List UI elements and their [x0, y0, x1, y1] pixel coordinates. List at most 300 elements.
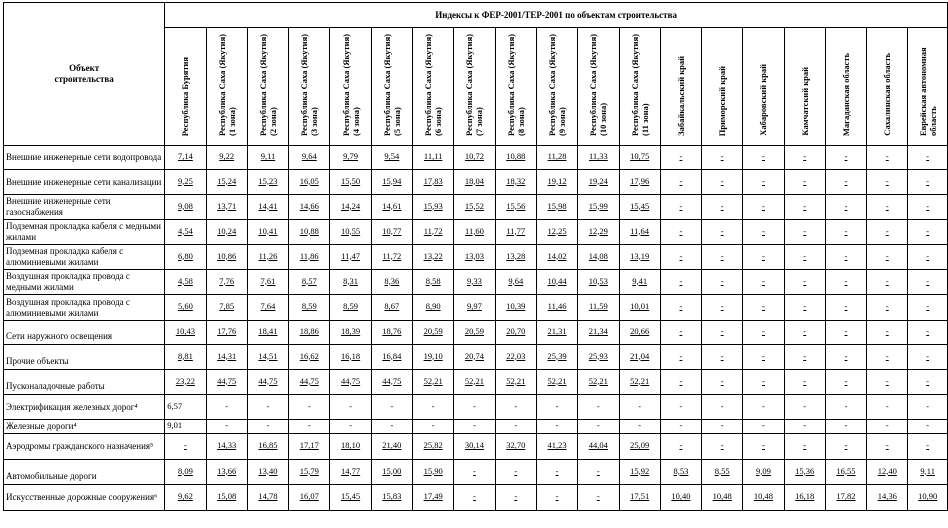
index-cell	[619, 485, 660, 511]
table-row	[4, 434, 948, 460]
index-cell	[330, 170, 371, 195]
index-value: 4,54	[177, 225, 193, 236]
index-value: 44,04	[588, 440, 608, 450]
index-cell	[743, 245, 784, 270]
index-cell	[247, 395, 288, 420]
index-cell	[660, 370, 701, 395]
index-value: 7,76	[219, 275, 235, 286]
index-value: 11,47	[341, 250, 360, 261]
index-value: 17,96	[630, 175, 650, 186]
index-value: 15,36	[795, 465, 815, 476]
index-cell	[660, 345, 701, 370]
row-object-name: Внешние инженерные сети газоснабжения	[4, 195, 165, 220]
index-value: -	[473, 400, 476, 411]
index-cell	[330, 146, 371, 170]
index-cell	[784, 395, 825, 420]
index-value: 13,22	[423, 250, 443, 261]
index-value: 11,59	[588, 301, 608, 311]
row-object-name: Автомобильные дороги	[4, 460, 165, 485]
index-cell	[702, 434, 743, 460]
index-cell	[908, 220, 948, 245]
index-cell	[660, 395, 701, 420]
index-cell	[247, 321, 288, 345]
index-value: -	[926, 440, 930, 450]
region-header	[165, 28, 206, 146]
index-value: -	[926, 250, 930, 261]
index-cell	[743, 420, 784, 434]
region-header	[784, 28, 825, 146]
index-value: 10,53	[588, 275, 608, 286]
index-value: -	[762, 350, 765, 361]
index-cell	[702, 195, 743, 220]
index-value: -	[803, 326, 807, 336]
index-value: 14,51	[258, 350, 278, 361]
index-cell	[825, 420, 866, 434]
index-cell	[702, 485, 743, 511]
index-cell	[413, 270, 454, 295]
index-value: 16,18	[341, 350, 361, 361]
index-value: 14,61	[382, 200, 402, 211]
region-header-label: Республика Саха (Якутия) (3 зона)	[299, 33, 320, 136]
index-value: 7,85	[219, 301, 235, 311]
index-value: 21,04	[630, 350, 650, 361]
index-value: -	[720, 326, 724, 336]
table-row	[4, 420, 948, 434]
index-cell	[206, 170, 247, 195]
index-cell	[619, 434, 660, 460]
index-value: 16,07	[299, 491, 319, 501]
index-value: 44,75	[258, 375, 278, 386]
index-cell	[289, 146, 330, 170]
index-cell	[206, 146, 247, 170]
index-cell	[454, 195, 495, 220]
index-cell	[371, 420, 412, 434]
index-cell	[660, 195, 701, 220]
index-cell	[165, 460, 206, 485]
index-value: -	[762, 151, 765, 161]
index-value: 15,56	[506, 200, 526, 211]
index-value: 14,02	[547, 250, 567, 261]
index-value: 13,71	[217, 200, 237, 211]
index-cell	[247, 270, 288, 295]
index-cell	[867, 485, 908, 511]
index-cell	[371, 321, 412, 345]
index-cell	[908, 460, 948, 485]
index-value: 20,66	[630, 326, 650, 336]
index-cell	[165, 295, 206, 321]
index-value: -	[885, 225, 889, 236]
table-row	[4, 295, 948, 321]
index-value: -	[885, 275, 889, 286]
region-header-label: Республика Саха (Якутия) (8 зона)	[505, 33, 526, 136]
index-cell	[206, 270, 247, 295]
index-value: 9,11	[920, 465, 935, 476]
index-cell	[495, 170, 536, 195]
index-value: -	[307, 420, 311, 430]
index-cell	[784, 170, 825, 195]
index-cell	[825, 370, 866, 395]
index-cell	[247, 146, 288, 170]
index-value: -	[844, 440, 848, 450]
index-value: 9,79	[343, 151, 358, 161]
index-cell	[578, 485, 619, 511]
index-cell	[413, 245, 454, 270]
index-cell	[289, 321, 330, 345]
index-value: 10,43	[175, 326, 195, 336]
index-cell	[165, 321, 206, 345]
index-cell	[578, 460, 619, 485]
index-cell	[247, 295, 288, 321]
index-cell	[206, 295, 247, 321]
index-cell	[289, 245, 330, 270]
index-cell	[743, 270, 784, 295]
index-value: 8,57	[301, 275, 317, 286]
region-header-label: Камчатский край	[799, 67, 810, 136]
region-header-label: Приморский край	[717, 65, 728, 136]
index-value: -	[720, 375, 724, 386]
index-cell	[908, 295, 948, 321]
index-value: -	[225, 420, 229, 430]
index-cell	[536, 345, 577, 370]
index-value: -	[885, 375, 889, 386]
index-value: 52,21	[630, 375, 650, 386]
index-cell	[454, 220, 495, 245]
index-cell	[867, 370, 908, 395]
index-cell	[784, 270, 825, 295]
index-value: 7,64	[260, 301, 276, 311]
index-cell	[330, 485, 371, 511]
index-cell	[454, 460, 495, 485]
index-cell	[247, 220, 288, 245]
index-value: -	[803, 350, 807, 361]
index-cell	[825, 146, 866, 170]
index-cell	[660, 321, 701, 345]
index-value: -	[679, 175, 683, 186]
index-cell	[908, 420, 948, 434]
index-cell	[206, 485, 247, 511]
index-value: -	[926, 400, 930, 411]
index-value: 8,55	[714, 465, 730, 476]
index-value: -	[844, 301, 848, 311]
index-cell	[660, 146, 701, 170]
index-cell	[413, 321, 454, 345]
index-cell	[536, 245, 577, 270]
index-value: 23,22	[175, 375, 195, 386]
index-cell	[867, 395, 908, 420]
index-value: -	[803, 375, 807, 386]
index-value: 9,64	[508, 275, 524, 286]
index-value: -	[720, 175, 724, 186]
index-cell	[413, 146, 454, 170]
index-value: -	[762, 250, 765, 261]
index-cell	[702, 146, 743, 170]
index-value: -	[720, 200, 724, 211]
region-header	[206, 28, 247, 146]
index-value: 16,84	[382, 350, 402, 361]
index-value: 11,11	[423, 151, 443, 161]
index-cell	[330, 420, 371, 434]
index-value: -	[885, 151, 889, 161]
index-cell	[371, 170, 412, 195]
index-value: 14,78	[258, 491, 278, 501]
index-cell	[825, 170, 866, 195]
index-value: 21,34	[588, 326, 608, 336]
index-cell	[578, 195, 619, 220]
index-cell	[619, 321, 660, 345]
index-value: 20,70	[506, 326, 526, 336]
index-cell	[743, 295, 784, 321]
index-value: -	[514, 420, 518, 430]
index-cell	[206, 245, 247, 270]
index-cell	[867, 460, 908, 485]
index-cell	[371, 395, 412, 420]
index-value: 9,09	[756, 465, 771, 476]
index-value: 20,59	[423, 326, 443, 336]
index-value: -	[762, 440, 765, 450]
index-cell	[495, 295, 536, 321]
region-header-label: Забайкальский край	[675, 56, 686, 136]
index-value: 10,90	[918, 491, 938, 501]
row-object-name: Внешние инженерные сети канализации	[4, 170, 165, 195]
index-value: 8,09	[177, 465, 193, 476]
index-cell	[660, 434, 701, 460]
index-cell	[536, 434, 577, 460]
index-value: 16,85	[258, 440, 278, 450]
region-header-label: Республика Саха (Якутия) (1 зона)	[216, 33, 237, 136]
index-value: -	[844, 326, 848, 336]
index-value: -	[844, 175, 848, 186]
index-value: 25,82	[423, 440, 443, 450]
index-value: -	[679, 225, 683, 236]
index-value: 8,81	[177, 350, 193, 361]
index-value: 10,01	[630, 301, 650, 311]
index-cell	[247, 245, 288, 270]
index-cell	[454, 485, 495, 511]
index-value: 52,21	[464, 375, 485, 386]
index-cell	[867, 270, 908, 295]
region-header-label: Хабаровский край	[758, 64, 769, 136]
index-cell	[867, 195, 908, 220]
row-object-name: Внешние инженерные сети водопровода	[4, 146, 165, 170]
index-cell	[784, 245, 825, 270]
index-value: 9,62	[177, 491, 193, 501]
index-value: 11,64	[630, 225, 650, 236]
index-value: -	[555, 491, 559, 501]
index-cell	[495, 485, 536, 511]
index-cell	[825, 270, 866, 295]
index-cell	[743, 370, 784, 395]
index-cell	[371, 295, 412, 321]
index-value: 15,24	[217, 175, 237, 186]
index-value: 52,21	[588, 375, 608, 386]
index-value: -	[926, 225, 930, 236]
index-cell	[165, 245, 206, 270]
index-value: 11,28	[547, 151, 567, 161]
index-value: -	[926, 175, 930, 186]
index-value: 15,45	[341, 491, 361, 501]
index-value: 8,31	[343, 275, 358, 286]
index-value: 15,79	[299, 465, 319, 476]
index-cell	[743, 395, 784, 420]
index-cell	[784, 220, 825, 245]
index-value: 8,36	[384, 275, 400, 286]
index-cell	[371, 345, 412, 370]
index-cell	[289, 370, 330, 395]
index-cell	[743, 195, 784, 220]
index-cell	[289, 460, 330, 485]
index-value: 8,90	[425, 301, 441, 311]
index-value: 6,57	[167, 400, 183, 411]
index-cell	[619, 345, 660, 370]
index-value: 9,54	[384, 151, 400, 161]
index-value: -	[720, 420, 724, 430]
index-value: 13,03	[464, 250, 485, 261]
index-cell	[867, 295, 908, 321]
index-value: -	[720, 151, 724, 161]
index-value: -	[885, 326, 889, 336]
index-cell	[619, 170, 660, 195]
index-value: -	[679, 375, 683, 386]
index-value: 30,14	[464, 440, 485, 450]
index-value: -	[844, 420, 848, 430]
index-value: -	[762, 301, 765, 311]
index-cell	[413, 485, 454, 511]
region-header-label: Республика Саха (Якутия) (5 зона)	[381, 33, 402, 136]
index-cell	[413, 460, 454, 485]
index-cell	[495, 146, 536, 170]
index-cell	[536, 220, 577, 245]
index-cell	[578, 370, 619, 395]
index-value: -	[803, 301, 807, 311]
index-value: -	[885, 250, 889, 261]
index-value: 7,61	[260, 275, 276, 286]
index-value: -	[926, 275, 930, 286]
index-value: -	[885, 350, 889, 361]
index-value: 18,04	[464, 175, 485, 186]
index-value: 14,77	[341, 465, 361, 476]
index-cell	[330, 321, 371, 345]
index-cell	[825, 195, 866, 220]
row-object-name: Искусственные дорожные сооружения⁶	[4, 485, 165, 511]
index-value: 17,76	[217, 326, 237, 336]
index-cell	[702, 170, 743, 195]
index-value: 19,10	[423, 350, 443, 361]
index-value: 15,93	[423, 200, 443, 211]
index-cell	[413, 420, 454, 434]
index-cell	[867, 321, 908, 345]
index-cell	[413, 295, 454, 321]
index-cell	[289, 345, 330, 370]
index-cell	[536, 195, 577, 220]
index-cell	[413, 434, 454, 460]
index-value: -	[679, 200, 683, 211]
index-value: -	[225, 400, 229, 411]
index-cell	[330, 295, 371, 321]
index-value: 15,08	[217, 491, 237, 501]
region-header	[371, 28, 412, 146]
index-value: 6,80	[177, 250, 193, 261]
index-cell	[536, 321, 577, 345]
index-cell	[330, 245, 371, 270]
index-value: -	[720, 275, 724, 286]
index-cell	[413, 170, 454, 195]
index-cell	[743, 485, 784, 511]
index-cell	[908, 434, 948, 460]
index-value: -	[803, 275, 807, 286]
index-value: 25,09	[630, 440, 650, 450]
table-row	[4, 485, 948, 511]
region-header	[330, 28, 371, 146]
index-cell	[454, 370, 495, 395]
index-cell	[206, 395, 247, 420]
region-header-label: Магаданская область	[840, 52, 851, 136]
index-value: 52,21	[506, 375, 526, 386]
index-cell	[660, 460, 701, 485]
table-row	[4, 395, 948, 420]
index-cell	[825, 460, 866, 485]
index-cell	[165, 370, 206, 395]
index-value: 8,67	[384, 301, 400, 311]
index-value: -	[679, 151, 683, 161]
index-value: 18,76	[382, 326, 402, 336]
index-cell	[743, 345, 784, 370]
index-cell	[165, 395, 206, 420]
index-cell	[495, 420, 536, 434]
index-cell	[413, 345, 454, 370]
index-cell	[867, 220, 908, 245]
index-cell	[825, 295, 866, 321]
index-cell	[660, 220, 701, 245]
index-cell	[165, 485, 206, 511]
index-cell	[371, 220, 412, 245]
index-value: 15,83	[382, 491, 402, 501]
index-value: -	[679, 420, 683, 430]
index-cell	[247, 195, 288, 220]
index-value: -	[266, 400, 270, 411]
index-value: -	[720, 225, 724, 236]
index-cell	[289, 220, 330, 245]
index-value: 5,60	[177, 301, 193, 311]
index-cell	[702, 370, 743, 395]
index-value: 12,29	[588, 225, 608, 236]
index-cell	[454, 295, 495, 321]
index-cell	[619, 460, 660, 485]
region-header-label: Республика Саха (Якутия) (6 зона)	[423, 33, 444, 136]
index-value: 15,99	[588, 200, 608, 211]
index-value: 13,28	[506, 250, 526, 261]
index-value: 16,05	[299, 175, 319, 186]
index-cell	[660, 245, 701, 270]
index-cell	[825, 245, 866, 270]
index-value: 10,77	[382, 225, 402, 236]
index-value: -	[885, 200, 889, 211]
index-value: -	[844, 250, 848, 261]
index-value: 8,58	[425, 275, 441, 286]
index-value: -	[926, 301, 930, 311]
index-value: 11,86	[299, 250, 319, 261]
index-cell	[908, 270, 948, 295]
region-header	[660, 28, 701, 146]
index-cell	[702, 420, 743, 434]
index-value: -	[514, 491, 518, 501]
index-value: -	[762, 375, 765, 386]
index-cell	[908, 485, 948, 511]
index-value: -	[762, 420, 765, 430]
index-value: 10,88	[506, 151, 526, 161]
index-cell	[165, 420, 206, 434]
index-cell	[371, 195, 412, 220]
index-value: 21,31	[547, 326, 567, 336]
